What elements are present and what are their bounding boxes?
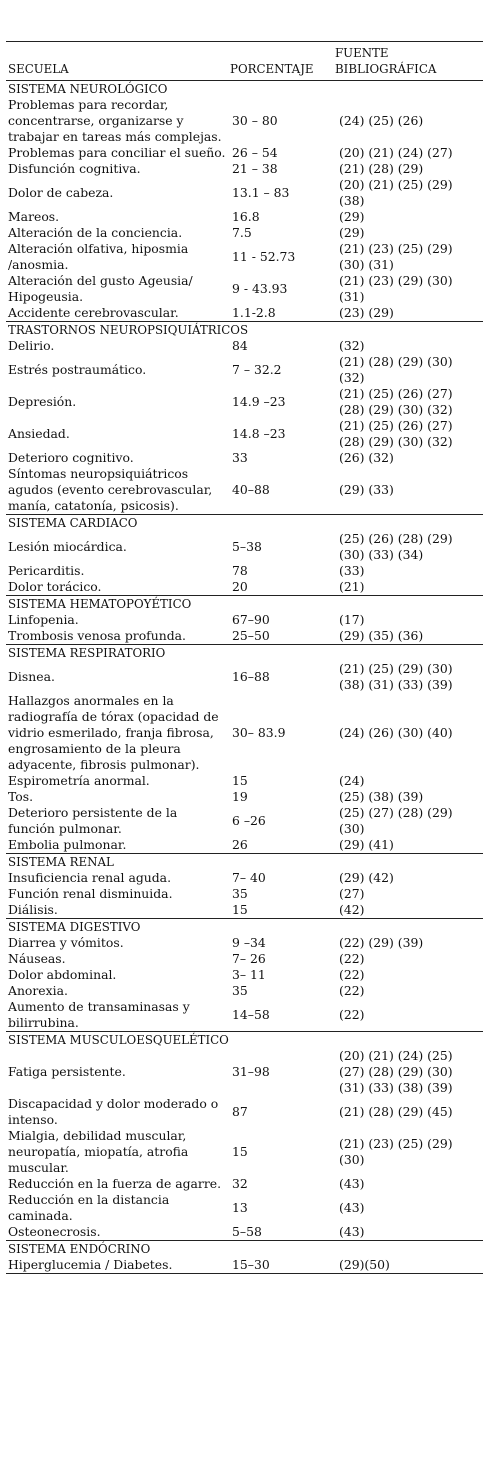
source-cell: (29) (41) (339, 837, 394, 852)
percent-cell: 1.1-2.8 (232, 305, 276, 320)
percent-cell: 14.9 –23 (232, 394, 286, 409)
table-section (6, 854, 483, 919)
sequel-cell: Depresión. (8, 394, 77, 409)
table-section (6, 515, 483, 596)
source-cell: (21) (23) (25) (29) (30) (31) (339, 241, 453, 272)
table-row (6, 386, 483, 418)
sequel-cell: Dolor torácico. (8, 579, 102, 594)
percent-cell: 5–58 (232, 1224, 262, 1239)
source-cell: (21) (28) (29) (339, 161, 424, 176)
percent-cell: 84 (232, 338, 248, 353)
percent-cell: 21 – 38 (232, 161, 278, 176)
sequel-cell: Disnea. (8, 669, 55, 684)
source-cell: (25) (26) (28) (29) (30) (33) (34) (339, 531, 453, 562)
table-row (6, 177, 483, 209)
table-section (6, 645, 483, 854)
sequel-cell: Función renal disminuida. (8, 886, 173, 901)
source-cell: (21) (25) (29) (30) (38) (31) (33) (39) (339, 661, 453, 692)
table-row (6, 354, 483, 386)
percent-cell: 5–38 (232, 539, 262, 554)
source-cell: (22) (339, 983, 365, 998)
percent-cell: 6 –26 (232, 813, 266, 828)
percent-cell: 31–98 (232, 1064, 270, 1079)
table-row (6, 450, 483, 466)
source-cell: (20) (21) (24) (27) (339, 145, 453, 160)
sequel-cell: Náuseas. (8, 951, 66, 966)
table-row (6, 161, 483, 177)
sequel-cell: Discapacidad y dolor moderado o intenso. (8, 1096, 219, 1127)
section-title: SISTEMA DIGESTIVO (6, 919, 483, 936)
section-title: SISTEMA HEMATOPOYÉTICO (6, 596, 483, 613)
sequel-cell: Alteración de la conciencia. (8, 225, 183, 240)
percent-cell: 9 - 43.93 (232, 281, 288, 296)
sequel-cell: Deterioro cognitivo. (8, 450, 134, 465)
source-cell: (20) (21) (25) (29) (38) (339, 177, 453, 208)
percent-cell: 67–90 (232, 612, 270, 627)
table-row (6, 1128, 483, 1176)
percent-cell: 16.8 (232, 209, 260, 224)
source-cell: (21) (25) (26) (27) (28) (29) (30) (32) (339, 418, 453, 449)
sequel-cell: Alteración del gusto Ageusia/ Hipogeusia. (8, 273, 193, 304)
sequel-cell: Trombosis venosa profunda. (8, 628, 186, 643)
section-header-row (6, 515, 483, 532)
sequel-cell: Diarrea y vómitos. (8, 935, 124, 950)
section-header-row (6, 322, 483, 339)
sequel-cell: Diálisis. (8, 902, 58, 917)
section-header-row (6, 854, 483, 871)
section-header-row (6, 645, 483, 662)
table-row (6, 870, 483, 886)
sequel-cell: Accidente cerebrovascular. (8, 305, 179, 320)
source-cell: (29) (35) (36) (339, 628, 424, 643)
sequel-cell: Osteonecrosis. (8, 1224, 101, 1239)
sequel-cell: Hallazgos anormales en la radiografía de tórax (opacidad de vidrio esmerilado, franja fibrosa, engrosamiento de la pleura adyacente, fibrosis pulmonar). (8, 693, 219, 772)
sequel-cell: Deterioro persistente de la función pulmonar. (8, 805, 178, 836)
section-header-row (6, 81, 483, 98)
source-cell: (21) (25) (26) (27) (28) (29) (30) (32) (339, 386, 453, 417)
sequel-cell: Hiperglucemia / Diabetes. (6, 1257, 228, 1274)
source-cell: (24) (25) (26) (339, 113, 424, 128)
percent-cell: 13.1 – 83 (232, 185, 290, 200)
table-row (6, 612, 483, 628)
source-cell: (22) (29) (39) (339, 935, 424, 950)
sequel-cell: Reducción en la fuerza de agarre. (8, 1176, 222, 1191)
table-section (6, 919, 483, 1032)
sequel-cell: Síntomas neuropsiquiátricos agudos (evento cerebrovascular, manía, catatonía, psicosis). (8, 466, 213, 513)
percent-cell: 7– 40 (232, 870, 266, 885)
sequel-cell: Delirio. (8, 338, 55, 353)
table-row (6, 563, 483, 579)
table-row (6, 466, 483, 515)
table-row (6, 805, 483, 837)
source-cell: (22) (339, 951, 365, 966)
sequel-cell: Mareos. (8, 209, 60, 224)
table-row (6, 305, 483, 322)
table-row (6, 951, 483, 967)
table-section (6, 322, 483, 515)
table-row (6, 886, 483, 902)
source-cell: (29) (33) (339, 482, 394, 497)
percent-cell: 13 (232, 1200, 248, 1215)
sequel-cell: Pericarditis. (8, 563, 85, 578)
percent-cell: 30 – 80 (232, 113, 278, 128)
section-title: TRASTORNOS NEUROPSIQUIÁTRICOS (6, 322, 483, 339)
table-section (6, 81, 483, 322)
percent-cell: 35 (232, 886, 248, 901)
sequel-cell: Lesión miocárdica. (8, 539, 127, 554)
percent-cell: 9 –34 (232, 935, 266, 950)
source-cell: (27) (339, 886, 365, 901)
section-title: SISTEMA ENDÓCRINO (6, 1241, 483, 1258)
table-row (6, 773, 483, 789)
percent-cell: 16–88 (232, 669, 270, 684)
table-row (6, 837, 483, 854)
sequel-cell: Mialgia, debilidad muscular, neuropatía, miopatía, atrofia muscular. (8, 1128, 189, 1175)
table-row (6, 338, 483, 354)
source-cell: (43) (339, 1176, 365, 1191)
table-row (6, 935, 483, 951)
section-header-row (6, 1032, 483, 1049)
source-cell: (21) (339, 579, 365, 594)
table-row (6, 145, 483, 161)
source-cell: (20) (21) (24) (25) (27) (28) (29) (30) (31) (33) (38) (39) (339, 1048, 453, 1095)
table-row (6, 967, 483, 983)
sequel-cell: Anorexia. (8, 983, 68, 998)
source-cell: (24) (26) (30) (40) (339, 725, 453, 740)
table-row (6, 1192, 483, 1224)
sequel-cell: Ansiedad. (8, 426, 70, 441)
source-cell: (21) (23) (29) (30) (31) (339, 273, 453, 304)
percent-cell: 20 (232, 579, 248, 594)
percent-cell: 19 (232, 789, 248, 804)
table-row (6, 579, 483, 596)
percent-cell: 33 (232, 450, 248, 465)
table-header (6, 42, 483, 81)
sequel-cell: Estrés postraumático. (8, 362, 147, 377)
percent-cell: 35 (232, 983, 248, 998)
header-source: FUENTE BIBLIOGRÁFICA (335, 46, 437, 76)
table-row (6, 1257, 483, 1274)
source-cell: (21) (28) (29) (30) (32) (339, 354, 453, 385)
header-row (6, 42, 483, 81)
source-cell: (29) (42) (339, 870, 394, 885)
sequel-cell: Embolia pulmonar. (8, 837, 127, 852)
sequel-cell: Problemas para recordar, concentrarse, organizarse y trabajar en tareas más complejas. (8, 97, 222, 144)
sequel-cell: Tos. (8, 789, 34, 804)
table-row (6, 902, 483, 919)
percent-cell: 7– 26 (232, 951, 266, 966)
table-row (6, 241, 483, 273)
source-cell: (17) (339, 612, 365, 627)
table-row (6, 693, 483, 773)
table-section (6, 1032, 483, 1241)
source-cell: (42) (339, 902, 365, 917)
section-title: SISTEMA RENAL (6, 854, 483, 871)
header-sequel: SECUELA (8, 62, 69, 76)
table-row (6, 983, 483, 999)
table-row (6, 789, 483, 805)
source-cell: (43) (339, 1200, 365, 1215)
percent-cell: 14–58 (232, 1007, 270, 1022)
percent-cell: 11 - 52.73 (232, 249, 296, 264)
percent-cell: 15 (232, 1144, 248, 1159)
source-cell: (22) (339, 1007, 365, 1022)
sequel-cell: Dolor abdominal. (8, 967, 117, 982)
table-section (6, 596, 483, 645)
percent-cell: 7 – 32.2 (232, 362, 282, 377)
percent-cell: 15–30 (228, 1257, 333, 1274)
source-cell: (26) (32) (339, 450, 394, 465)
table-row (6, 273, 483, 305)
sequel-cell: Espirometría anormal. (8, 773, 150, 788)
table-section (6, 1241, 483, 1274)
percent-cell: 78 (232, 563, 248, 578)
percent-cell: 15 (232, 902, 248, 917)
source-cell: (43) (339, 1224, 365, 1239)
sequel-cell: Dolor de cabeza. (8, 185, 114, 200)
section-title: SISTEMA NEUROLÓGICO (6, 81, 483, 98)
table-row (6, 999, 483, 1032)
sequel-cell: Alteración olfativa, hiposmia /anosmia. (8, 241, 189, 272)
percent-cell: 7.5 (232, 225, 252, 240)
section-title: SISTEMA CARDIACO (6, 515, 483, 532)
percent-cell: 32 (232, 1176, 248, 1191)
table-row (6, 209, 483, 225)
section-header-row (6, 1241, 483, 1258)
percent-cell: 25–50 (232, 628, 270, 643)
percent-cell: 26 (232, 837, 248, 852)
source-cell: (21) (28) (29) (45) (339, 1104, 453, 1119)
table-row (6, 1176, 483, 1192)
sequel-cell: Disfunción cognitiva. (8, 161, 141, 176)
sequel-cell: Linfopenia. (8, 612, 79, 627)
sequel-cell: Fatiga persistente. (8, 1064, 126, 1079)
source-cell: (21) (23) (25) (29) (30) (339, 1136, 453, 1167)
section-header-row (6, 596, 483, 613)
header-percent: PORCENTAJE (230, 62, 314, 76)
source-cell: (29) (339, 209, 365, 224)
table-row (6, 1096, 483, 1128)
table-row (6, 1224, 483, 1241)
section-title: SISTEMA RESPIRATORIO (6, 645, 483, 662)
source-cell: (25) (38) (39) (339, 789, 424, 804)
percent-cell: 3– 11 (232, 967, 266, 982)
source-cell: (29)(50) (333, 1257, 483, 1274)
source-cell: (25) (27) (28) (29) (30) (339, 805, 453, 836)
percent-cell: 40–88 (232, 482, 270, 497)
sequelae-table (6, 41, 483, 1274)
table-row (6, 418, 483, 450)
percent-cell: 26 – 54 (232, 145, 278, 160)
source-cell: (23) (29) (339, 305, 394, 320)
table-row (6, 97, 483, 145)
table-row (6, 225, 483, 241)
table-row (6, 661, 483, 693)
sequel-cell: Aumento de transaminasas y bilirrubina. (8, 999, 190, 1030)
source-cell: (22) (339, 967, 365, 982)
sequel-cell: Problemas para conciliar el sueño. (8, 145, 226, 160)
percent-cell: 14.8 –23 (232, 426, 286, 441)
section-title: SISTEMA MUSCULOESQUELÉTICO (6, 1032, 483, 1049)
source-cell: (32) (339, 338, 365, 353)
source-cell: (29) (339, 225, 365, 240)
sequel-cell: Insuficiencia renal aguda. (8, 870, 172, 885)
section-header-row (6, 919, 483, 936)
table-row (6, 628, 483, 645)
percent-cell: 87 (232, 1104, 248, 1119)
source-cell: (24) (339, 773, 365, 788)
percent-cell: 30– 83.9 (232, 725, 286, 740)
table-row (6, 1048, 483, 1096)
source-cell: (33) (339, 563, 365, 578)
sequel-cell: Reducción en la distancia caminada. (8, 1192, 170, 1223)
table-row (6, 531, 483, 563)
percent-cell: 15 (232, 773, 248, 788)
